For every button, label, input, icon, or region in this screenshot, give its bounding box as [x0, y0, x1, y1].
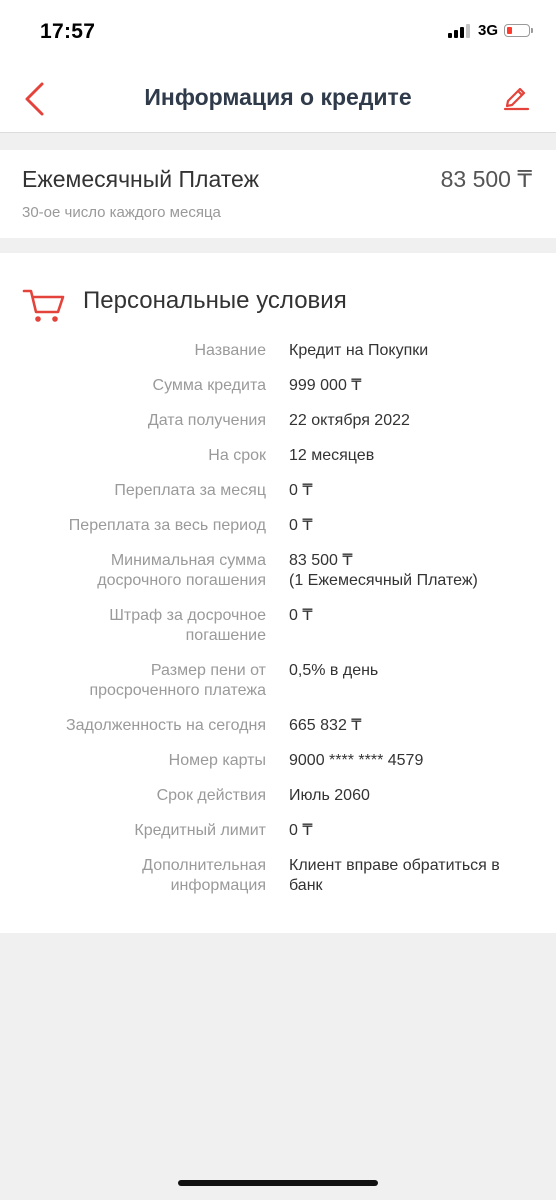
- network-label: 3G: [477, 22, 498, 39]
- row-label: На срок: [208, 447, 266, 464]
- row-value: Клиент вправе обратиться в банк: [289, 857, 500, 894]
- edit-button[interactable]: [496, 76, 536, 116]
- row-label: Название: [194, 342, 266, 359]
- page-title: Информация о кредите: [144, 84, 412, 110]
- header: [0, 0, 556, 133]
- row-label: Размер пени от просроченного платежа: [89, 662, 266, 699]
- row-value: 0 ₸: [289, 607, 313, 624]
- monthly-payment-value: 83 500 ₸: [440, 166, 532, 192]
- row-value: 83 500 ₸ (1 Ежемесячный Платеж): [289, 552, 478, 589]
- row-value: 665 832 ₸: [289, 717, 362, 734]
- battery-icon: [504, 24, 530, 37]
- shopping-cart-icon: [22, 285, 66, 325]
- row-label: Минимальная сумма досрочного погашения: [97, 552, 266, 589]
- personal-conditions-card: [0, 253, 556, 933]
- row-value: 0 ₸: [289, 517, 313, 534]
- row-label: Срок действия: [156, 787, 266, 804]
- pencil-icon: [501, 81, 531, 111]
- row-value: 999 000 ₸: [289, 377, 362, 394]
- row-value: 22 октября 2022: [289, 412, 410, 429]
- row-value: 0,5% в день: [289, 662, 379, 679]
- row-label: Кредитный лимит: [134, 822, 266, 839]
- row-value: 0 ₸: [289, 482, 313, 499]
- row-label: Номер карты: [168, 752, 266, 769]
- row-label: Штраф за досрочное погашение: [109, 607, 266, 644]
- section-title: Персональные условия: [83, 287, 347, 314]
- monthly-payment-card: [0, 150, 556, 238]
- row-value: Июль 2060: [289, 787, 370, 804]
- row-label: Задолженность на сегодня: [65, 717, 266, 734]
- payment-due-date: 30-ое число каждого месяца: [22, 204, 221, 221]
- row-value: 9000 **** **** 4579: [289, 752, 424, 769]
- monthly-payment-label: Ежемесячный Платеж: [22, 166, 259, 192]
- row-value: Кредит на Покупки: [289, 342, 429, 359]
- row-label: Дата получения: [147, 412, 266, 429]
- row-label: Сумма кредита: [152, 377, 266, 394]
- row-value: 0 ₸: [289, 822, 313, 839]
- row-label: Переплата за весь период: [68, 517, 266, 534]
- status-time: 17:57: [40, 20, 96, 43]
- row-label: Дополнительная информация: [142, 857, 266, 894]
- home-indicator[interactable]: [178, 1180, 378, 1186]
- signal-icon: [448, 24, 472, 38]
- row-value: 12 месяцев: [289, 447, 375, 464]
- row-label: Переплата за месяц: [114, 482, 266, 499]
- status-indicators: [448, 22, 530, 39]
